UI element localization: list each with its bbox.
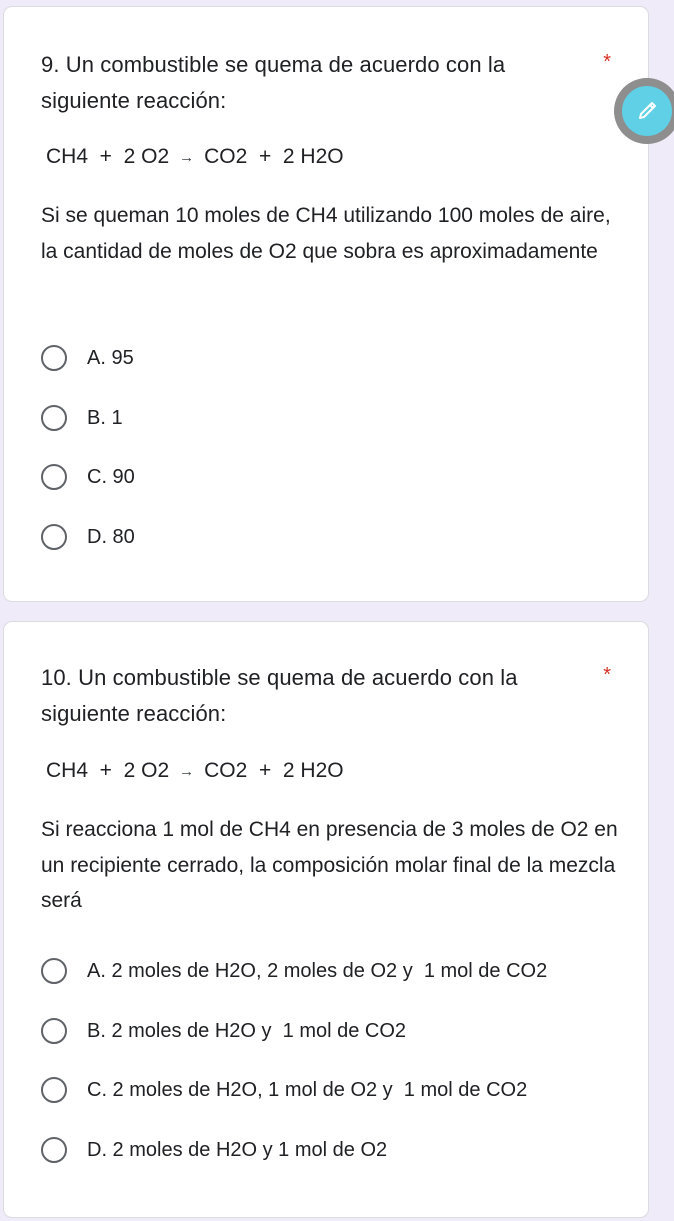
option-c[interactable]: [41, 461, 135, 493]
reaction-arrow: →: [179, 149, 195, 166]
option-d[interactable]: [41, 521, 135, 553]
question-title: 10. Un combustible se quema de acuerdo con la siguiente reacción:: [41, 665, 518, 726]
option-b[interactable]: [41, 1015, 406, 1047]
option-a[interactable]: [41, 342, 134, 374]
floating-edit-button[interactable]: [614, 78, 674, 144]
radio-button[interactable]: [41, 1077, 67, 1103]
radio-button[interactable]: [41, 345, 67, 371]
equation-products: CO2 + 2 H2O: [204, 759, 344, 782]
question-body: Si reacciona 1 mol de CH4 en presencia de 3 moles de O2 en un recipiente cerrado, la composición molar final de la mezcla será: [41, 818, 618, 912]
option-label: C. 90: [87, 466, 135, 488]
option-b[interactable]: [41, 402, 123, 434]
option-label: B. 1: [87, 407, 123, 429]
option-label: B. 2 moles de H2O y 1 mol de CO2: [87, 1020, 407, 1042]
option-label: A. 2 moles de H2O, 2 moles de O2 y 1 mol de CO2: [87, 960, 548, 982]
question-card-10: [3, 621, 649, 1218]
radio-button[interactable]: [41, 405, 67, 431]
radio-button[interactable]: [41, 464, 67, 490]
radio-button[interactable]: [41, 1018, 67, 1044]
option-label: A. 95: [87, 347, 134, 369]
equation-reactants: CH4 + 2 O2: [46, 759, 170, 782]
option-d[interactable]: [41, 1134, 387, 1166]
chemical-equation: [46, 757, 344, 787]
radio-button[interactable]: [41, 1137, 67, 1163]
equation-products: CO2 + 2 H2O: [204, 145, 344, 168]
equation-reactants: CH4 + 2 O2: [46, 145, 170, 168]
required-asterisk: *: [603, 51, 611, 73]
option-label: D. 80: [87, 526, 135, 548]
radio-button[interactable]: [41, 524, 67, 550]
reaction-arrow: →: [179, 763, 195, 780]
pencil-icon: [635, 99, 659, 123]
question-title: 9. Un combustible se quema de acuerdo con la siguiente reacción:: [41, 52, 506, 113]
radio-button[interactable]: [41, 958, 67, 984]
option-c[interactable]: [41, 1074, 527, 1106]
chemical-equation: [46, 143, 344, 173]
floating-edit-button-inner[interactable]: [622, 86, 672, 136]
required-asterisk: *: [603, 664, 611, 686]
option-a[interactable]: [41, 955, 547, 987]
option-label: D. 2 moles de H2O y 1 mol de O2: [87, 1139, 388, 1161]
question-body: Si se queman 10 moles de CH4 utilizando 100 moles de aire, la cantidad de moles de O2 que sobra es aproximadamente: [41, 204, 611, 263]
question-card-9: [3, 6, 649, 602]
option-label: C. 2 moles de H2O, 1 mol de O2 y 1 mol de CO2: [87, 1079, 528, 1101]
